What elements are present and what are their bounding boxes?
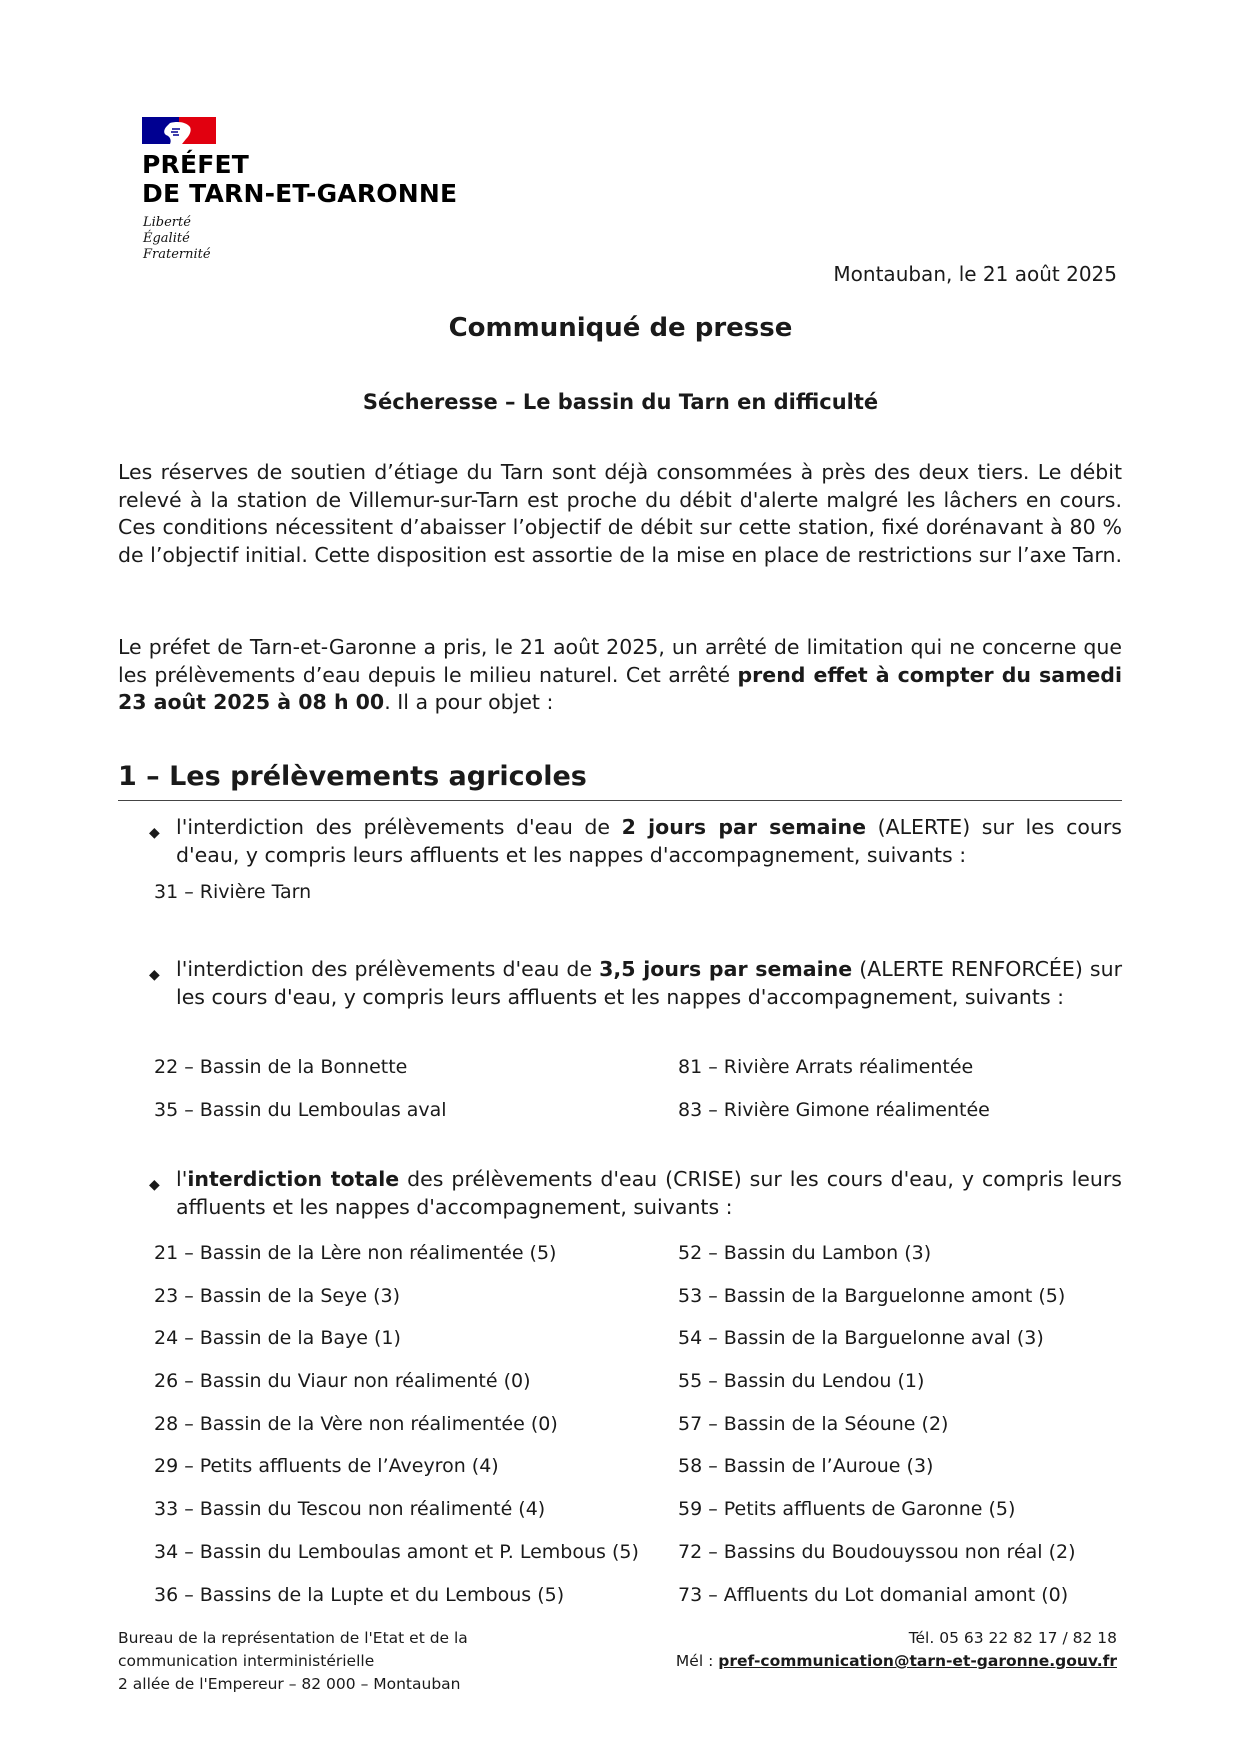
footer-phone: Tél. 05 63 22 82 17 / 82 18 (908, 1629, 1117, 1647)
list-item: 22 – Bassin de la Bonnette (154, 1056, 408, 1078)
footer-address (118, 1627, 468, 1696)
document-date: Montauban, le 21 août 2025 (833, 262, 1117, 286)
list-item: 21 – Bassin de la Lère non réalimentée (5) (154, 1242, 557, 1264)
list-item: 31 – Rivière Tarn (154, 881, 312, 903)
list-item: 26 – Bassin du Viaur non réalimenté (0) (154, 1370, 531, 1392)
republic-motto (143, 215, 211, 263)
motto-liberte: Liberté (143, 215, 191, 230)
list-item: 24 – Bassin de la Baye (1) (154, 1327, 401, 1349)
motto-egalite: Égalité (143, 231, 190, 246)
list-item: 55 – Bassin du Lendou (1) (678, 1370, 925, 1392)
bullet-text-end: (ALERTE) sur les cours d'eau, y compris leurs affluents et les nappes d'accompagnement, suivants : (176, 815, 1122, 867)
bullet-emphasis: interdiction totale (187, 1167, 400, 1191)
list-item: 28 – Bassin de la Vère non réalimentée (0) (154, 1413, 558, 1435)
list-item: 35 – Bassin du Lemboulas aval (154, 1099, 447, 1121)
diamond-bullet-icon: ◆ (149, 825, 160, 841)
list-item: 23 – Bassin de la Seye (3) (154, 1285, 400, 1307)
list-item: 58 – Bassin de l’Auroue (3) (678, 1455, 934, 1477)
motto-fraternite: Fraternité (143, 247, 211, 262)
list-item: 36 – Bassins de la Lupte et du Lembous (5) (154, 1584, 565, 1606)
bullet-alerte (149, 813, 1122, 869)
list-item: 83 – Rivière Gimone réalimentée (678, 1099, 990, 1121)
list-item: 81 – Rivière Arrats réalimentée (678, 1056, 974, 1078)
diamond-bullet-icon: ◆ (149, 967, 160, 983)
prefecture-name (142, 150, 457, 208)
list-item: 52 – Bassin du Lambon (3) (678, 1242, 932, 1264)
intro-paragraph: Les réserves de soutien d’étiage du Tarn sont déjà consommées à près des deux tiers. Le débit relevé à la station de Villemur-sur-Tarn est proche du débit d'alerte malgré les lâchers en cours. Ces conditions nécessitent d’abaisser l’objectif de débit sur cette station, fixé dorénavant à 80 % de l’objectif initial. Cette disposition est assortie de la mise en place de restrictions sur l’axe Tarn. (118, 460, 1122, 567)
bullet-text: l'interdiction des prélèvements d'eau de (176, 815, 622, 839)
email-link[interactable]: pref-communication@tarn-et-garonne.gouv.fr (718, 1652, 1117, 1670)
document-title: Communiqué de presse (448, 313, 793, 343)
bullet-emphasis: 3,5 jours par semaine (599, 957, 853, 981)
diamond-bullet-icon: ◆ (149, 1177, 160, 1193)
mail-label: Mél : (675, 1652, 719, 1670)
logo-line-2: DE TARN-ET-GARONNE (142, 179, 458, 208)
decision-paragraph (118, 634, 1122, 717)
bullet-text-end: (ALERTE RENFORCÉE) sur les cours d'eau, y compris leurs affluents et les nappes d'accompagnement, suivants : (176, 957, 1123, 1009)
list-item: 29 – Petits affluents de l’Aveyron (4) (154, 1455, 499, 1477)
decision-text-end: . Il a pour objet : (384, 690, 554, 714)
list-item: 72 – Bassins du Boudouyssou non réal (2) (678, 1541, 1076, 1563)
list-item: 59 – Petits affluents de Garonne (5) (678, 1498, 1016, 1520)
footer-line: 2 allée de l'Empereur – 82 000 – Montauban (118, 1675, 461, 1693)
bullet-text-end: des prélèvements d'eau (CRISE) sur les cours d'eau, y compris leurs affluents et les nappes d'accompagnement, suivants : (176, 1167, 1122, 1219)
list-item: 54 – Bassin de la Barguelonne aval (3) (678, 1327, 1044, 1349)
bullet-text: l' (176, 1167, 188, 1191)
document-subtitle: Sécheresse – Le bassin du Tarn en difficulté (362, 390, 879, 414)
footer-line: Bureau de la représentation de l'Etat et de la (118, 1629, 468, 1647)
list-item: 53 – Bassin de la Barguelonne amont (5) (678, 1285, 1066, 1307)
section-heading: 1 – Les prélèvements agricoles (118, 760, 1122, 801)
list-item: 73 – Affluents du Lot domanial amont (0) (678, 1584, 1069, 1606)
marianne-logo (142, 117, 216, 144)
bullet-crise (149, 1165, 1122, 1221)
bullet-alerte-renforcee (149, 955, 1123, 1011)
list-item: 34 – Bassin du Lemboulas amont et P. Lembous (5) (154, 1541, 639, 1563)
list-item: 33 – Bassin du Tescou non réalimenté (4) (154, 1498, 546, 1520)
footer-contact (676, 1627, 1117, 1673)
effective-date: prend effet à compter du samedi 23 août 2025 à 08 h 00 (118, 662, 1122, 714)
logo-line-1: PRÉFET (142, 150, 250, 179)
footer-line: communication interministérielle (118, 1652, 375, 1670)
list-item: 57 – Bassin de la Séoune (2) (678, 1413, 949, 1435)
bullet-emphasis: 2 jours par semaine (621, 815, 866, 839)
decision-text: Le préfet de Tarn-et-Garonne a pris, le 21 août 2025, un arrêté de limitation qui ne concerne que les prélèvements d’eau depuis le milieu naturel. Cet arrêté (118, 635, 1122, 687)
bullet-text: l'interdiction des prélèvements d'eau de (176, 957, 600, 981)
